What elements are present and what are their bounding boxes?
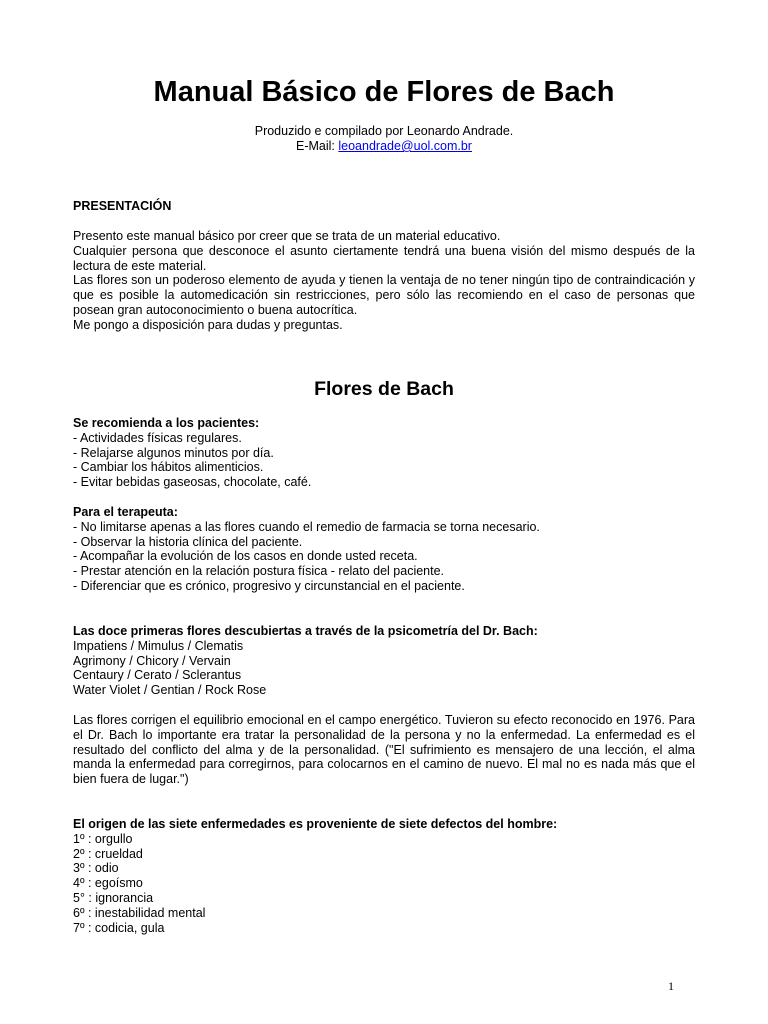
list-item: - Diferenciar que es crónico, progresivo y circunstancial en el paciente.: [73, 578, 465, 593]
origin-heading: El origen de las siete enfermedades es proveniente de siete defectos del hombre:: [73, 817, 558, 831]
list-item: 4º : egoísmo: [73, 876, 143, 891]
patients-list: [73, 431, 695, 490]
presentation-line: Las flores son un poderoso elemento de ayuda y tienen la ventaja de no tener ningún tipo de contraindicación y que es posible la automedicación sin restricciones, pero sólo las recomiendo en el caso de personas que posean gran autoconocimiento o buena autocrítica.: [73, 273, 695, 317]
list-item: - Acompañar la evolución de los casos en donde usted receta.: [73, 549, 418, 564]
origin-list: [73, 832, 695, 936]
list-item: Impatiens / Mimulus / Clematis: [73, 638, 244, 653]
patients-heading: Se recomienda a los pacientes:: [73, 416, 260, 430]
list-item: - Observar la historia clínica del paciente.: [73, 534, 303, 549]
presentation-section: [73, 199, 695, 333]
list-item: 3º : odio: [73, 861, 119, 876]
email-line: [0, 139, 768, 154]
email-label: E-Mail:: [296, 139, 339, 153]
list-item: 2º : crueldad: [73, 846, 143, 861]
twelve-flowers-section: [73, 624, 695, 698]
presentation-line: Me pongo a disposición para dudas y preguntas.: [73, 317, 343, 332]
patients-section: [73, 416, 695, 490]
list-item: Agrimony / Chicory / Vervain: [73, 653, 231, 668]
credit-line: Produzido e compilado por Leonardo Andrade.: [254, 124, 514, 138]
page-number: 1: [668, 979, 674, 993]
twelve-flowers-list: [73, 639, 695, 698]
twelve-flowers-heading: Las doce primeras flores descubiertas a través de la psicometría del Dr. Bach:: [73, 624, 538, 638]
origin-section: [73, 817, 695, 935]
list-item: - Relajarse algunos minutos por día.: [73, 445, 274, 460]
presentation-line: Cualquier persona que desconoce el asunto ciertamente tendrá una buena visión del mismo después de la lectura de este material.: [73, 243, 695, 273]
therapist-heading: Para el terapeuta:: [73, 505, 178, 519]
list-item: - No limitarse apenas a las flores cuando el remedio de farmacia se torna necesario.: [73, 519, 540, 534]
body-paragraph: [73, 713, 695, 787]
list-item: - Cambiar los hábitos alimenticios.: [73, 460, 264, 475]
email-link[interactable]: leoandrade@uol.com.br: [338, 139, 472, 153]
list-item: - Actividades físicas regulares.: [73, 430, 242, 445]
list-item: - Evitar bebidas gaseosas, chocolate, café.: [73, 475, 312, 490]
list-item: 6º : inestabilidad mental: [73, 905, 206, 920]
list-item: Centaury / Cerato / Sclerantus: [73, 668, 242, 683]
list-item: 1º : orgullo: [73, 831, 133, 846]
therapist-section: [73, 505, 695, 594]
list-item: 7º : codicia, gula: [73, 920, 165, 935]
list-item: Water Violet / Gentian / Rock Rose: [73, 683, 267, 698]
list-item: - Prestar atención en la relación postura física - relato del paciente.: [73, 564, 445, 579]
presentation-heading: PRESENTACIÓN: [73, 199, 172, 213]
list-item: 5° : ignorancia: [73, 890, 154, 905]
document-title: Manual Básico de Flores de Bach: [153, 76, 615, 108]
paragraph-text: Las flores corrigen el equilibrio emocional en el campo energético. Tuvieron su efecto reconocido en 1976. Para el Dr. Bach lo importante era tratar la personalidad de la persona y no la enfermedad. La enfermedad es el resultado del conflicto del alma y de la personalidad. ("El sufrimiento es mensajero de una lección, el alma manda la enfermedad para corregirnos, para colocarnos en el camino de nuevo. El mal no es nada más que el bien fuera de lugar."): [73, 713, 695, 787]
section-subtitle: Flores de Bach: [314, 378, 454, 400]
therapist-list: [73, 520, 695, 594]
presentation-line: Presento este manual básico por creer que se trata de un material educativo.: [73, 229, 501, 243]
credit-block: [0, 124, 768, 154]
